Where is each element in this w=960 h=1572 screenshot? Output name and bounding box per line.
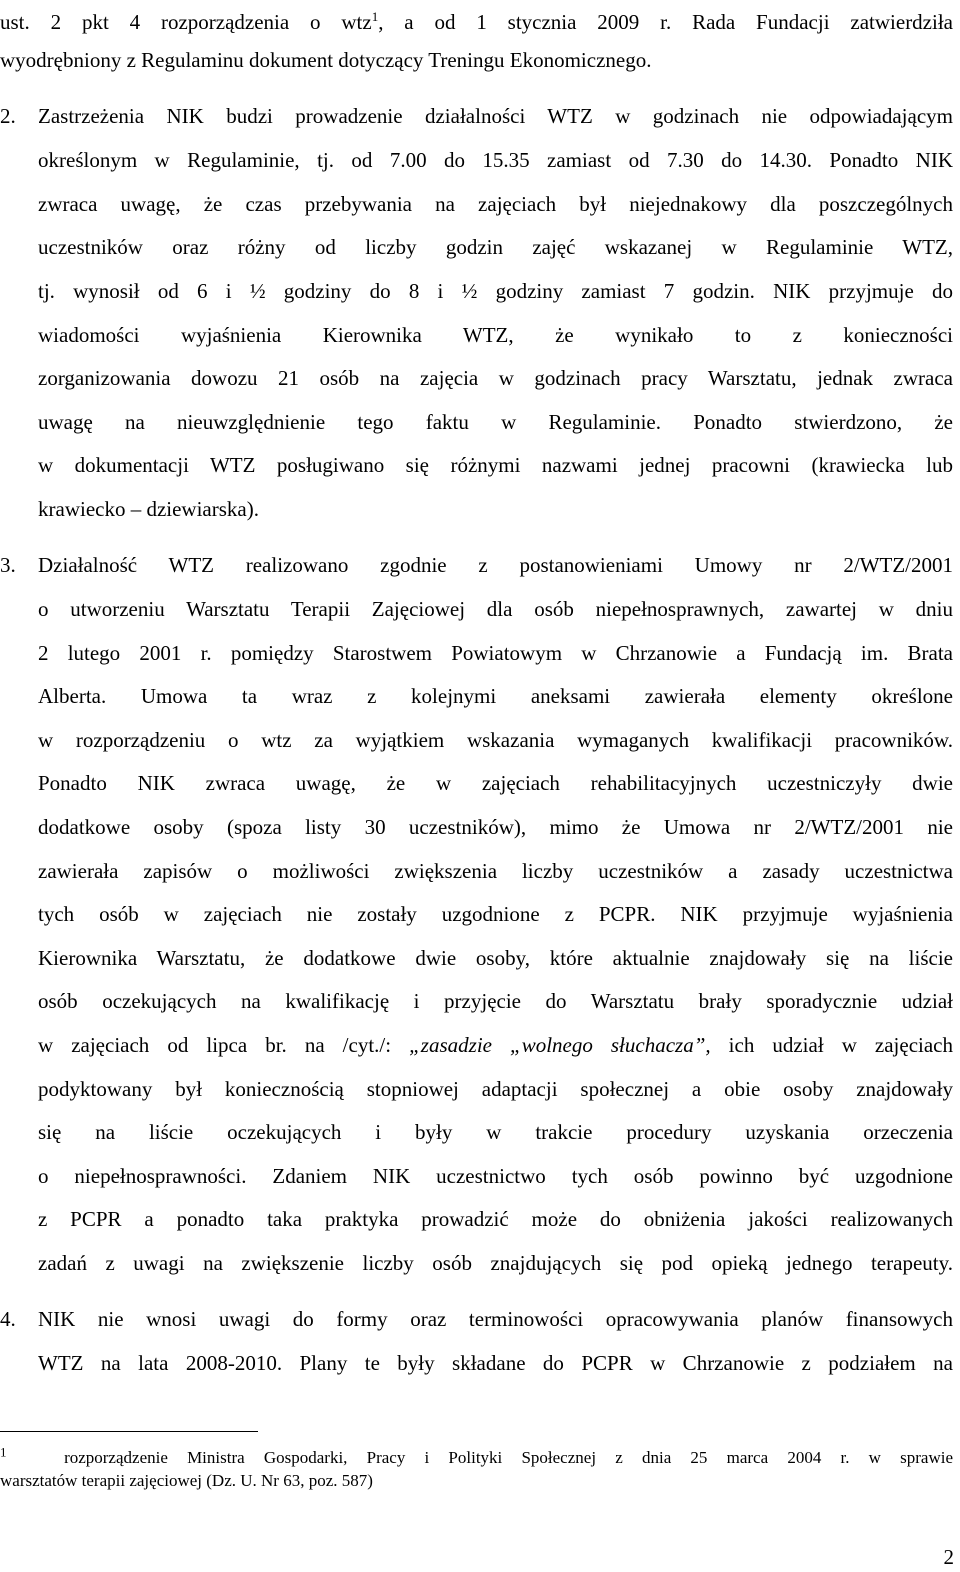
text-line: osób oczekujących na kwalifikację i przyjęcie do Warsztatu brały sporadycznie udział [38,989,953,1013]
text-line: o niepełnosprawności. Zdaniem NIK uczestnictwo tych osób powinno być uzgodnione [38,1164,953,1188]
text-line: z PCPR a ponadto taka praktyka prowadzić może do obniżenia jakości realizowanych [38,1207,953,1231]
footnote-separator [0,1431,258,1432]
text-line: Kierownika Warsztatu, że dodatkowe dwie osoby, które aktualnie znajdowały się na liście [38,946,953,970]
text-line: krawiecko – dziewiarska). [38,497,259,521]
item-number: 4. [0,1307,16,1331]
text-line: Alberta. Umowa ta wraz z kolejnymi aneksami zawierała elementy określone [38,684,953,708]
text-line: tych osób w zajęciach nie zostały uzgodnione z PCPR. NIK przyjmuje wyjaśnienia [38,902,953,926]
text-line: Ponadto NIK zwraca uwagę, że w zajęciach rehabilitacyjnych uczestniczyły dwie [38,771,953,795]
text-segment: w zajęciach od lipca br. na /cyt./: [38,1033,410,1057]
text-line: w rozporządzeniu o wtz za wyjątkiem wskazania wymaganych kwalifikacji pracowników. [38,728,953,752]
quoted-phrase: „zasadzie „wolnego słuchacza”, [409,1033,711,1057]
footnote-line [0,1444,953,1469]
footnote-reference: 1 [371,9,379,24]
text-line: się na liście oczekujących i były w trakcie procedury uzyskania orzeczenia [38,1120,953,1144]
text-segment: ust. 2 pkt 4 rozporządzenia o wtz [0,10,372,34]
text-line: Działalność WTZ realizowano zgodnie z postanowieniami Umowy nr 2/WTZ/2001 [38,553,953,577]
text-line: zorganizowania dowozu 21 osób na zajęcia w godzinach pracy Warsztatu, jednak zwraca [38,366,953,390]
text-segment: ich udział w zajęciach [710,1033,953,1057]
page-number: 2 [943,1545,954,1569]
text-line: o utworzeniu Warsztatu Terapii Zajęciowej dla osób niepełnosprawnych, zawartej w dniu [38,597,953,621]
item-number: 2. [0,104,16,128]
text-line: uwagę na nieuwzględnienie tego faktu w Regulaminie. Ponadto stwierdzono, że [38,410,953,434]
text-line: NIK nie wnosi uwagi do formy oraz terminowości opracowywania planów finansowych [38,1307,953,1331]
text-line: podyktowany był koniecznością stopniowej adaptacji społecznej a obie osoby znajdowały [38,1077,953,1101]
text-line: zawierała zapisów o możliwości zwiększenia liczby uczestników a zasady uczestnictwa [38,859,953,883]
footnote-marker: 1 [0,1444,7,1460]
text-line: w dokumentacji WTZ posługiwano się różnymi nazwami jednej pracowni (krawiecka lub [38,453,953,477]
text-line: Zastrzeżenia NIK budzi prowadzenie działalności WTZ w godzinach nie odpowiadającym [38,104,953,128]
text-line: dodatkowe osoby (spoza listy 30 uczestników), mimo że Umowa nr 2/WTZ/2001 nie [38,815,953,839]
text-line: określonym w Regulaminie, tj. od 7.00 do 15.35 zamiast od 7.30 do 14.30. Ponadto NIK [38,148,953,172]
text-segment: , a od 1 stycznia 2009 r. Rada Fundacji zatwierdziła [378,10,953,34]
text-line: uczestników oraz różny od liczby godzin zajęć wskazanej w Regulaminie WTZ, [38,235,953,259]
footnote-line: warsztatów terapii zajęciowej (Dz. U. Nr 63, poz. 587) [0,1471,373,1490]
text-line [38,1023,953,1067]
item-number: 3. [0,553,16,577]
text-line: wyodrębniony z Regulaminu dokument dotyczący Treningu Ekonomicznego. [0,48,652,72]
footnote-text: rozporządzenie Ministra Gospodarki, Pracy i Polityki Społecznej z dnia 25 marca 2004 r. w sprawie [64,1448,953,1467]
text-line: zwraca uwagę, że czas przebywania na zajęciach był niejednakowy dla poszczególnych [38,192,953,216]
text-line: 2 lutego 2001 r. pomiędzy Starostwem Powiatowym w Chrzanowie a Fundacją im. Brata [38,641,953,665]
text-line: WTZ na lata 2008-2010. Plany te były składane do PCPR w Chrzanowie z podziałem na [38,1351,953,1375]
text-line: zadań z uwagi na zwiększenie liczby osób znajdujących się pod opieką jednego terapeuty. [38,1251,953,1275]
text-line: wiadomości wyjaśnienia Kierownika WTZ, że wynikało to z konieczności [38,323,953,347]
text-line: tj. wynosił od 6 i ½ godziny do 8 i ½ godziny zamiast 7 godzin. NIK przyjmuje do [38,279,953,303]
